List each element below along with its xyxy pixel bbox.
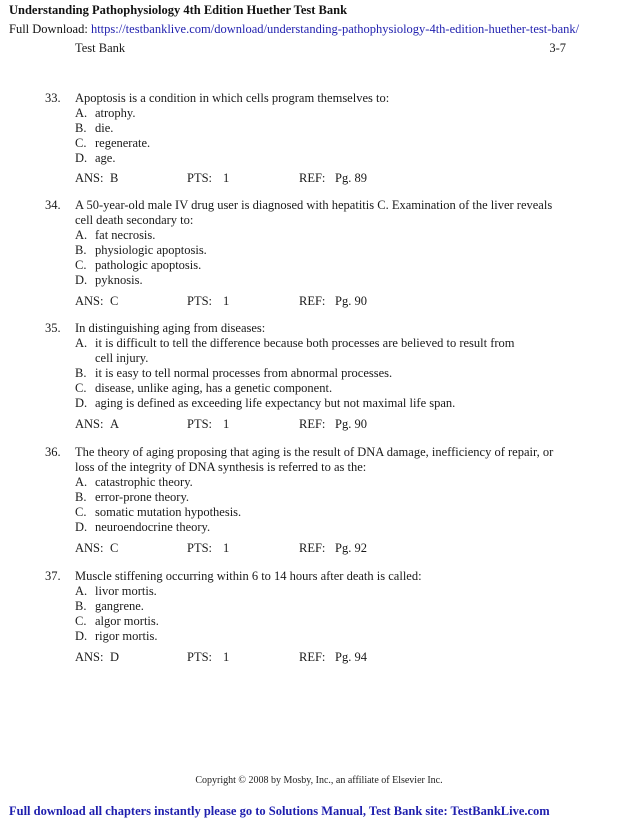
ref-value: Pg. 94: [335, 650, 367, 664]
option-letter: A.: [75, 106, 88, 120]
option-item: [75, 599, 595, 614]
option-text: atrophy.: [95, 106, 136, 120]
option-item: [75, 106, 595, 121]
option-letter: A.: [75, 584, 88, 598]
option-item: [75, 136, 595, 151]
download-label: Full Download:: [9, 22, 91, 36]
option-item: [75, 228, 595, 243]
option-text: fat necrosis.: [95, 228, 156, 242]
pts-value: 1: [223, 294, 230, 308]
option-letter: D.: [75, 520, 88, 534]
option-item: [75, 273, 595, 288]
document-title: Understanding Pathophysiology 4th Edition Huether Test Bank: [9, 3, 348, 17]
question-number: 34.: [45, 198, 61, 212]
option-text: it is difficult to tell the difference because both processes are believed to result from cell injury.: [95, 336, 515, 365]
option-letter: B.: [75, 599, 87, 613]
download-link[interactable]: https://testbanklive.com/download/understanding-pathophysiology-4th-edition-huether-test-bank/: [90, 22, 580, 36]
ans-label: ANS:: [75, 650, 104, 664]
option-letter: D.: [75, 396, 88, 410]
pts-value: 1: [223, 541, 230, 555]
question-stem: Muscle stiffening occurring within 6 to 14 hours after death is called:: [75, 569, 422, 583]
option-letter: B.: [75, 121, 87, 135]
question-stem: The theory of aging proposing that aging is the result of DNA damage, inefficiency of repair, or loss of the integrity of DNA synthesis is referred to as the:: [75, 445, 554, 474]
option-item: [75, 505, 595, 520]
option-text: disease, unlike aging, has a genetic component.: [95, 381, 333, 395]
ans-label: ANS:: [75, 417, 104, 431]
option-text: die.: [95, 121, 114, 135]
option-letter: D.: [75, 273, 88, 287]
option-text: error-prone theory.: [95, 490, 190, 504]
option-text: somatic mutation hypothesis.: [95, 505, 242, 519]
ref-label: REF:: [299, 417, 326, 431]
pts-label: PTS:: [187, 294, 213, 308]
option-letter: C.: [75, 136, 87, 150]
option-item: [75, 520, 595, 535]
option-text: regenerate.: [95, 136, 151, 150]
option-item: [75, 475, 595, 490]
option-letter: A.: [75, 475, 88, 489]
option-item: [75, 151, 595, 166]
option-text: physiologic apoptosis.: [95, 243, 207, 257]
option-text: it is easy to tell normal processes from abnormal processes.: [95, 366, 393, 380]
ref-value: Pg. 90: [335, 417, 367, 431]
option-text: neuroendocrine theory.: [95, 520, 211, 534]
option-text: pyknosis.: [95, 273, 143, 287]
question-number: 37.: [45, 569, 61, 583]
ans-value: A: [110, 417, 120, 431]
copyright-footer: Copyright © 2008 by Mosby, Inc., an affiliate of Elsevier Inc.: [195, 775, 443, 786]
ans-value: B: [110, 171, 119, 185]
question-stem: In distinguishing aging from diseases:: [75, 321, 266, 335]
option-list: [75, 584, 595, 644]
download-banner[interactable]: Full download all chapters instantly please go to Solutions Manual, Test Bank site: TestBankLive.com: [9, 804, 550, 818]
pts-value: 1: [223, 171, 230, 185]
option-text: gangrene.: [95, 599, 144, 613]
ans-label: ANS:: [75, 541, 104, 555]
option-letter: C.: [75, 505, 87, 519]
option-item: [75, 614, 595, 629]
option-list: [75, 336, 595, 411]
option-item: [75, 336, 595, 366]
option-item: [75, 121, 595, 136]
option-list: [75, 475, 595, 535]
question-stem: Apoptosis is a condition in which cells program themselves to:: [75, 91, 390, 105]
ans-label: ANS:: [75, 294, 104, 308]
ref-value: Pg. 89: [335, 171, 367, 185]
ref-value: Pg. 90: [335, 294, 367, 308]
question-number: 33.: [45, 91, 61, 105]
running-header-title: Test Bank: [75, 41, 126, 55]
pts-value: 1: [223, 650, 230, 664]
option-item: [75, 258, 595, 273]
option-item: [75, 381, 595, 396]
ref-label: REF:: [299, 171, 326, 185]
option-letter: A.: [75, 336, 88, 350]
option-text: rigor mortis.: [95, 629, 158, 643]
option-list: [75, 106, 595, 166]
ans-label: ANS:: [75, 171, 104, 185]
ref-label: REF:: [299, 541, 326, 555]
question-number: 35.: [45, 321, 61, 335]
option-item: [75, 629, 595, 644]
option-letter: C.: [75, 614, 87, 628]
option-text: pathologic apoptosis.: [95, 258, 202, 272]
option-text: livor mortis.: [95, 584, 157, 598]
option-item: [75, 396, 595, 411]
ans-value: C: [110, 294, 119, 308]
pts-value: 1: [223, 417, 230, 431]
option-text: age.: [95, 151, 116, 165]
question-number: 36.: [45, 445, 61, 459]
pts-label: PTS:: [187, 171, 213, 185]
option-text: catastrophic theory.: [95, 475, 193, 489]
ref-label: REF:: [299, 294, 326, 308]
option-item: [75, 366, 595, 381]
option-text: algor mortis.: [95, 614, 159, 628]
option-letter: C.: [75, 258, 87, 272]
page-number: 3-7: [549, 41, 566, 55]
option-list: [75, 228, 595, 288]
option-letter: B.: [75, 243, 87, 257]
option-letter: B.: [75, 490, 87, 504]
pts-label: PTS:: [187, 650, 213, 664]
ref-label: REF:: [299, 650, 326, 664]
pts-label: PTS:: [187, 417, 213, 431]
pts-label: PTS:: [187, 541, 213, 555]
option-text: aging is defined as exceeding life expectancy but not maximal life span.: [95, 396, 456, 410]
option-letter: A.: [75, 228, 88, 242]
option-letter: D.: [75, 629, 88, 643]
ref-value: Pg. 92: [335, 541, 367, 555]
option-letter: D.: [75, 151, 88, 165]
ans-value: C: [110, 541, 119, 555]
option-item: [75, 243, 595, 258]
ans-value: D: [110, 650, 120, 664]
option-item: [75, 490, 595, 505]
download-line: [9, 22, 579, 37]
option-letter: B.: [75, 366, 87, 380]
option-letter: C.: [75, 381, 87, 395]
question-stem: A 50-year-old male IV drug user is diagnosed with hepatitis C. Examination of the liver reveals cell death secondary to:: [75, 198, 553, 227]
option-item: [75, 584, 595, 599]
